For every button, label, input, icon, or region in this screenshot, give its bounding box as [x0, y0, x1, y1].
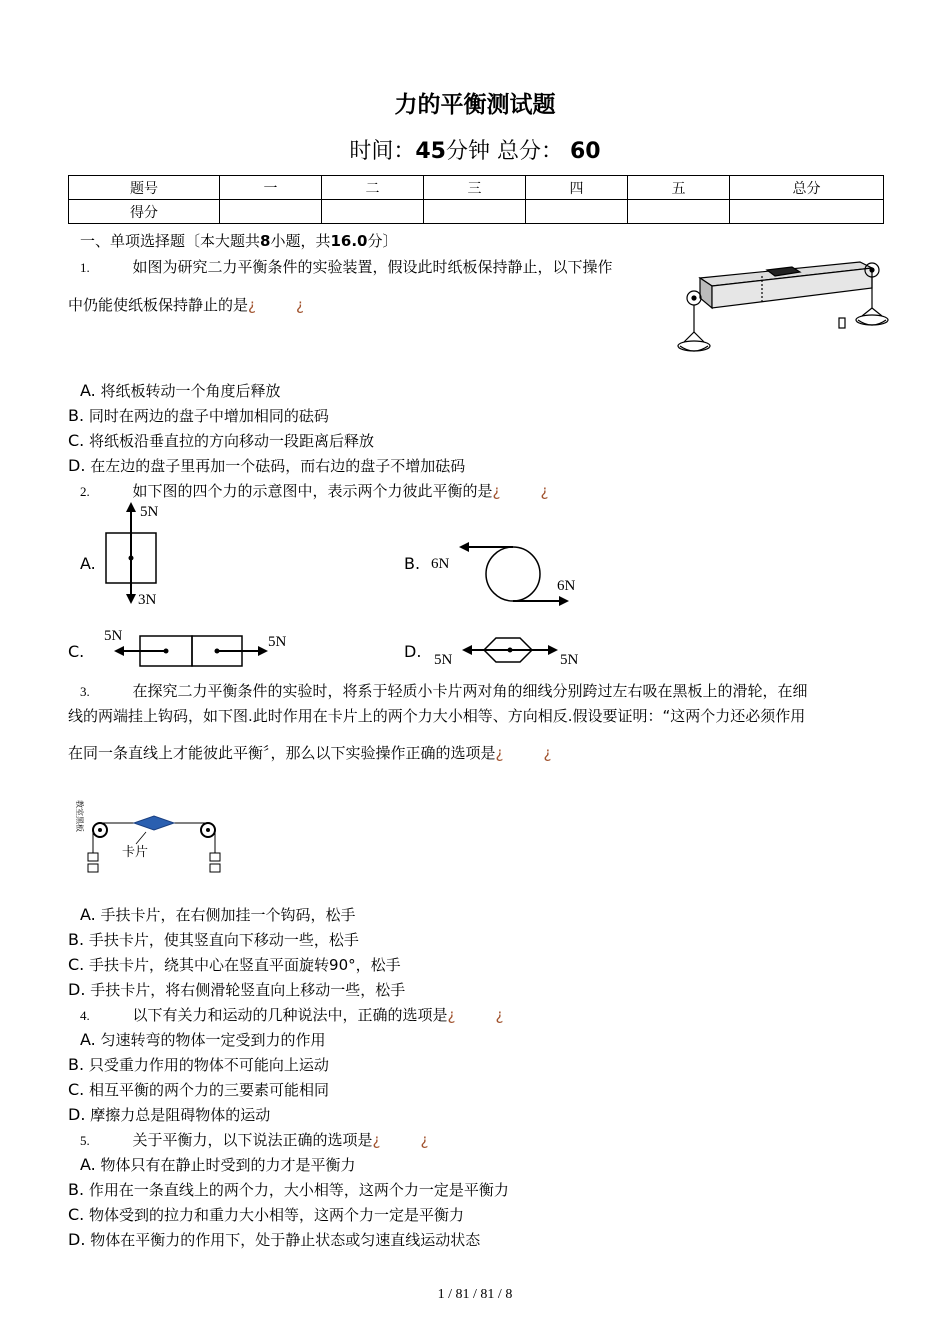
score-table-header	[69, 176, 884, 200]
arrow-right-icon	[559, 596, 569, 606]
option-text: 将纸板转动一个角度后释放	[100, 382, 281, 400]
option-label: D.	[68, 1105, 86, 1124]
answer-bracket-close: ¿	[295, 296, 304, 314]
page-number: 1 / 81 / 81 / 8	[437, 1287, 513, 1302]
option-label: B.	[404, 554, 421, 573]
answer-bracket-open: ¿	[495, 744, 504, 762]
question-number: 5.	[80, 1133, 90, 1148]
q2-figure-a	[100, 500, 170, 610]
option-text: 物体只有在静止时受到的力才是平衡力	[100, 1156, 356, 1174]
option-label: B.	[68, 1055, 85, 1074]
weight-right-2	[210, 864, 220, 872]
header-cell: 二	[322, 176, 424, 200]
q5-option-d[interactable]	[68, 1229, 480, 1250]
answer-bracket-close: ¿	[495, 1006, 504, 1024]
question-text: 在同一条直线上才能彼此平衡〞，那么以下实验操作正确的选项是	[68, 744, 496, 762]
option-label: C.	[68, 642, 85, 661]
question-5	[80, 1129, 428, 1150]
section-text: 一、单项选择题〔本大题共	[80, 232, 261, 250]
q2-option-d[interactable]	[404, 642, 421, 661]
q3-option-d[interactable]	[68, 979, 405, 1000]
question-text: 在探究二力平衡条件的实验时，将系于轻质小卡片两对角的细线分别跨过左右吸在黑板上的滑轮，在细	[132, 682, 808, 700]
question-3	[80, 680, 808, 701]
answer-bracket-open: ¿	[447, 1006, 456, 1024]
card-shape	[134, 816, 174, 830]
blackboard-label: 教室黑板	[75, 800, 84, 832]
arrow-left-icon	[459, 542, 469, 552]
option-label: A.	[80, 1155, 96, 1174]
option-label: C.	[68, 431, 85, 450]
q1-option-a[interactable]	[80, 380, 281, 401]
weight-left-2	[88, 864, 98, 872]
option-text: 相互平衡的两个力的三要素可能相同	[89, 1081, 330, 1099]
q4-option-a[interactable]	[80, 1029, 326, 1050]
arrow-left-icon	[114, 646, 124, 656]
q2-option-c[interactable]	[68, 642, 84, 661]
question-3-cont	[68, 742, 551, 763]
arrow-left-icon	[462, 645, 472, 655]
header-cell: 四	[526, 176, 628, 200]
option-label: B.	[68, 930, 85, 949]
q4-option-b[interactable]	[68, 1054, 329, 1075]
force-label: 3N	[138, 592, 157, 608]
total-score: 60	[570, 139, 601, 164]
q4-option-c[interactable]	[68, 1079, 329, 1100]
q2-figure-d	[430, 630, 590, 674]
q1-option-d[interactable]	[68, 455, 465, 476]
question-text: 线的两端挂上钩码，如下图.此时作用在卡片上的两个力大小相等、方向相反.假设要证明：“这两个力还必须作用	[68, 707, 806, 725]
header-cell: 总分	[730, 176, 884, 200]
time-value: 45	[415, 139, 446, 164]
option-label: A.	[80, 1030, 96, 1049]
option-text: 将纸板沿垂直拉的方向移动一段距离后释放	[89, 432, 375, 450]
q5-option-b[interactable]	[68, 1179, 509, 1200]
question-2	[80, 480, 548, 501]
q3-option-b[interactable]	[68, 929, 359, 950]
answer-bracket-open: ¿	[372, 1131, 381, 1149]
option-label: C.	[68, 1205, 85, 1224]
answer-bracket-close: ¿	[543, 744, 552, 762]
answer-bracket-close: ¿	[420, 1131, 429, 1149]
q2-option-b[interactable]	[404, 554, 420, 573]
option-text: 只受重力作用的物体不可能向上运动	[88, 1056, 329, 1074]
question-text: 以下有关力和运动的几种说法中，正确的选项是	[132, 1006, 448, 1024]
exam-info	[0, 134, 950, 165]
answer-bracket-open: ¿	[492, 482, 501, 500]
weight-right-1	[210, 853, 220, 861]
force-label: 5N	[140, 504, 159, 520]
header-cell: 五	[628, 176, 730, 200]
option-text: 手扶卡片，将右侧滑轮竖直向上移动一些，松手	[90, 981, 406, 999]
q1-option-c[interactable]	[68, 430, 374, 451]
option-label: D.	[68, 980, 86, 999]
option-text: 匀速转弯的物体一定受到力的作用	[100, 1031, 326, 1049]
option-text: 物体在平衡力的作用下，处于静止状态或匀速直线运动状态	[90, 1231, 481, 1249]
option-text: 物体受到的拉力和重力大小相等，这两个力一定是平衡力	[89, 1206, 465, 1224]
option-label: B.	[68, 406, 85, 425]
header-cell: 题号	[69, 176, 220, 200]
option-text: 手扶卡片，在右侧加挂一个钩码，松手	[100, 906, 356, 924]
force-label: 5N	[560, 652, 579, 668]
option-text: 在左边的盘子里再加一个砝码，而右边的盘子不增加砝码	[90, 457, 466, 475]
question-text: 如下图的四个力的示意图中，表示两个力彼此平衡的是	[132, 482, 493, 500]
arrow-up-icon	[126, 502, 136, 512]
header-cell: 一	[220, 176, 322, 200]
q1-option-b[interactable]	[68, 405, 329, 426]
weight-left-1	[88, 853, 98, 861]
question-4	[80, 1004, 503, 1025]
score-cell[interactable]	[628, 200, 730, 224]
option-label: A.	[80, 381, 96, 400]
option-text: 手扶卡片，绕其中心在竖直平面旋转90°，松手	[89, 956, 401, 974]
option-label: D.	[404, 642, 422, 661]
question-1	[80, 256, 613, 277]
question-text: 关于平衡力，以下说法正确的选项是	[132, 1131, 373, 1149]
score-cell[interactable]	[322, 200, 424, 224]
row-label: 得分	[69, 200, 220, 224]
score-cell[interactable]	[526, 200, 628, 224]
q3-option-a[interactable]	[80, 904, 356, 925]
q2-figure-c	[100, 624, 300, 674]
option-text: 同时在两边的盘子中增加相同的砝码	[88, 407, 329, 425]
option-label: C.	[68, 1080, 85, 1099]
force-label: 5N	[104, 628, 123, 644]
circle-body	[486, 547, 540, 601]
section-heading	[80, 230, 398, 251]
answer-bracket-open: ¿	[248, 296, 256, 314]
option-label: D.	[68, 456, 86, 475]
force-label: 5N	[434, 652, 453, 668]
arrow-right-icon	[258, 646, 268, 656]
arrow-right-icon	[548, 645, 558, 655]
question-1-cont	[68, 294, 304, 315]
section-count: 8	[260, 232, 271, 250]
card-label: 卡片	[122, 844, 149, 859]
q3-figure	[66, 798, 236, 882]
option-label: B.	[68, 1180, 85, 1199]
q2-figure-b	[425, 536, 585, 610]
q3-option-c[interactable]	[68, 954, 401, 975]
q1-figure	[672, 250, 892, 362]
score-cell[interactable]	[730, 200, 884, 224]
time-prefix: 时间：	[349, 139, 416, 164]
force-label: 5N	[268, 634, 287, 650]
section-points: 16.0	[330, 232, 368, 250]
question-number: 3.	[80, 684, 90, 699]
option-label: A.	[80, 554, 96, 573]
option-text: 手扶卡片，使其竖直向下移动一些，松手	[88, 931, 359, 949]
question-number: 4.	[80, 1008, 90, 1023]
arrow-down-icon	[126, 594, 136, 604]
q4-option-d[interactable]	[68, 1104, 270, 1125]
q5-option-c[interactable]	[68, 1204, 464, 1225]
score-table-row	[69, 200, 884, 224]
force-label: 6N	[431, 556, 450, 572]
option-label: A.	[80, 905, 96, 924]
question-text: 中仍能使纸板保持静止的是	[68, 296, 249, 314]
section-text: 小题，共	[270, 232, 331, 250]
option-label: C.	[68, 955, 85, 974]
answer-bracket-close: ¿	[540, 482, 549, 500]
question-number: 2.	[80, 484, 90, 499]
score-cell[interactable]	[424, 200, 526, 224]
option-text: 作用在一条直线上的两个力，大小相等，这两个力一定是平衡力	[88, 1181, 509, 1199]
page-title: 力的平衡测试题	[394, 92, 556, 118]
question-number: 1.	[80, 260, 90, 275]
time-mid: 分钟 总分：	[446, 139, 563, 164]
header-cell: 三	[424, 176, 526, 200]
question-text: 如图为研究二力平衡条件的实验装置，假设此时纸板保持静止，以下操作	[132, 258, 613, 276]
option-text: 摩擦力总是阻碍物体的运动	[90, 1106, 271, 1124]
force-label: 6N	[557, 578, 576, 594]
score-cell[interactable]	[220, 200, 322, 224]
experiment-apparatus	[678, 262, 888, 351]
section-text: 分〕	[367, 232, 398, 250]
option-label: D.	[68, 1230, 86, 1249]
question-3-cont	[68, 705, 805, 726]
q5-option-a[interactable]	[80, 1154, 356, 1175]
q2-option-a[interactable]	[80, 554, 96, 573]
score-table	[68, 175, 884, 224]
